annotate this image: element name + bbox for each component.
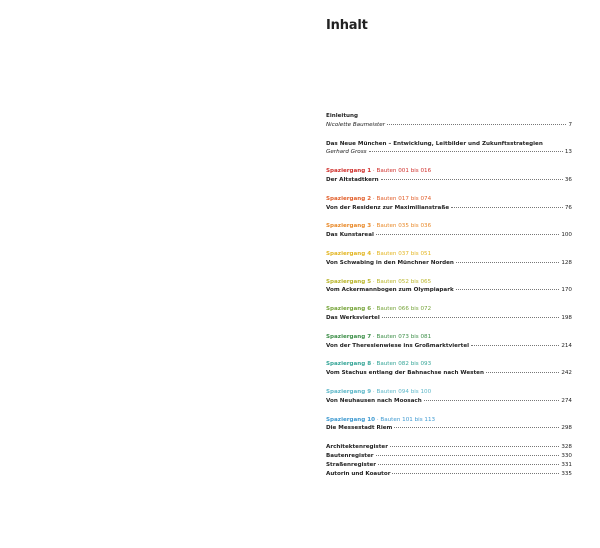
register-label: Autorin und Koautor (326, 470, 391, 477)
walk-range: · Bauten 094 bis 100 (372, 388, 432, 395)
dot-leader (486, 372, 559, 373)
page-number: 331 (561, 461, 572, 468)
entry-author: Gerhard Gross (326, 149, 367, 156)
toc-entry-walk[interactable] (326, 222, 572, 240)
walk-heading (326, 167, 572, 176)
dot-leader (456, 289, 560, 290)
walk-label: Spaziergang 7 (326, 333, 372, 340)
toc-entry-register[interactable] (326, 452, 572, 461)
toc-entry-register[interactable] (326, 470, 572, 479)
toc-entry-intro[interactable] (326, 112, 572, 130)
toc-entry-walk[interactable] (326, 416, 572, 434)
dot-leader (387, 124, 566, 125)
dot-leader (392, 473, 559, 474)
register-label: Bautenregister (326, 452, 374, 459)
walk-label: Spaziergang 10 (326, 416, 376, 423)
walk-title-line (326, 204, 572, 213)
walk-label: Spaziergang 6 (326, 306, 372, 313)
dot-leader (394, 427, 559, 428)
dot-leader (390, 446, 559, 447)
dot-leader (381, 179, 563, 180)
toc-entry-walk[interactable] (326, 360, 572, 378)
page-number: 198 (561, 314, 572, 321)
page-number: 100 (561, 232, 572, 239)
walk-title-line (326, 314, 572, 323)
walks-list (326, 167, 572, 433)
page-number: 328 (561, 444, 572, 451)
table-of-contents (326, 112, 572, 488)
walk-title-line (326, 424, 572, 433)
walk-title: Das Kunstareal (326, 232, 374, 239)
walk-title-line (326, 397, 572, 406)
walk-title-line (326, 259, 572, 268)
entry-author: Nicolette Baumeister (326, 121, 385, 128)
page-number: 330 (561, 452, 572, 459)
walk-range: · Bauten 101 bis 113 (376, 416, 436, 423)
dot-leader (471, 345, 559, 346)
walk-title-line (326, 369, 572, 378)
toc-entry-walk[interactable] (326, 278, 572, 296)
toc-entry-essay[interactable] (326, 140, 572, 158)
page-number: 298 (561, 425, 572, 432)
walk-title: Die Messestadt Riem (326, 425, 393, 432)
walk-heading (326, 388, 572, 397)
walk-title: Von der Residenz zur Maximilianstraße (326, 204, 450, 211)
walk-range: · Bauten 017 bis 074 (372, 195, 432, 202)
page-number: 36 (564, 176, 572, 183)
register-label: Straßenregister (326, 461, 377, 468)
dot-leader (376, 455, 560, 456)
walk-range: · Bauten 082 bis 093 (372, 361, 432, 368)
dot-leader (369, 151, 563, 152)
walk-title-line (326, 342, 572, 351)
entry-heading: Das Neue München – Entwicklung, Leitbilder und Zukunftsstrategien (326, 140, 543, 147)
toc-entry-walk[interactable] (326, 250, 572, 268)
walk-label: Spaziergang 5 (326, 278, 372, 285)
toc-entry-walk[interactable] (326, 333, 572, 351)
walk-range: · Bauten 001 bis 016 (372, 168, 432, 175)
entry-heading: Einleitung (326, 113, 358, 119)
entry-author-line (326, 121, 572, 130)
toc-entry-walk[interactable] (326, 305, 572, 323)
walk-label: Spaziergang 2 (326, 195, 372, 202)
walk-title: Das Werksviertel (326, 314, 380, 321)
page-number: 13 (564, 149, 572, 156)
walk-title-line (326, 176, 572, 185)
entry-author-line (326, 148, 572, 157)
walk-title: Von der Theresienwiese ins Großmarktviertel (326, 342, 470, 349)
dot-leader (456, 262, 559, 263)
walk-range: · Bauten 035 bis 036 (372, 223, 432, 230)
page-number: 128 (561, 259, 572, 266)
toc-entry-walk[interactable] (326, 195, 572, 213)
walk-title: Von Neuhausen nach Moosach (326, 397, 422, 404)
page-number: 7 (568, 121, 572, 128)
walk-title: Von Schwabing in den Münchner Norden (326, 259, 454, 266)
walk-label: Spaziergang 1 (326, 168, 372, 175)
register-label: Architektenregister (326, 444, 388, 451)
walk-range: · Bauten 037 bis 051 (372, 250, 432, 257)
page-number: 170 (561, 287, 572, 294)
walk-label: Spaziergang 3 (326, 223, 372, 230)
walk-heading (326, 416, 572, 425)
toc-entry-register[interactable] (326, 443, 572, 452)
dot-leader (378, 464, 559, 465)
page-number: 274 (561, 397, 572, 404)
page-number: 242 (561, 370, 572, 377)
dot-leader (451, 207, 563, 208)
walk-label: Spaziergang 4 (326, 250, 372, 257)
walk-range: · Bauten 073 bis 081 (372, 333, 432, 340)
walk-heading (326, 278, 572, 287)
walk-range: · Bauten 066 bis 072 (372, 306, 432, 313)
registers-list (326, 443, 572, 478)
walk-heading (326, 250, 572, 259)
walk-heading (326, 195, 572, 204)
dot-leader (424, 400, 560, 401)
toc-page (326, 0, 572, 548)
walk-label: Spaziergang 8 (326, 361, 372, 368)
dot-leader (376, 234, 559, 235)
walk-heading (326, 305, 572, 314)
walk-heading (326, 360, 572, 369)
walk-title-line (326, 286, 572, 295)
walk-title: Vom Stachus entlang der Bahnachse nach Westen (326, 370, 484, 377)
walk-heading (326, 222, 572, 231)
walk-label: Spaziergang 9 (326, 388, 372, 395)
page-number: 214 (561, 342, 572, 349)
walk-title: Vom Ackermannbogen zum Olympiapark (326, 287, 454, 294)
walk-title-line (326, 231, 572, 240)
toc-entry-register[interactable] (326, 461, 572, 470)
dot-leader (382, 317, 560, 318)
walk-heading (326, 333, 572, 342)
toc-entry-walk[interactable] (326, 388, 572, 406)
walk-range: · Bauten 052 bis 065 (372, 278, 432, 285)
toc-entry-walk[interactable] (326, 167, 572, 185)
page-number: 76 (564, 204, 572, 211)
page-title: Inhalt (326, 18, 368, 33)
page-number: 335 (561, 470, 572, 477)
walk-title: Der Altstadtkern (326, 176, 379, 183)
